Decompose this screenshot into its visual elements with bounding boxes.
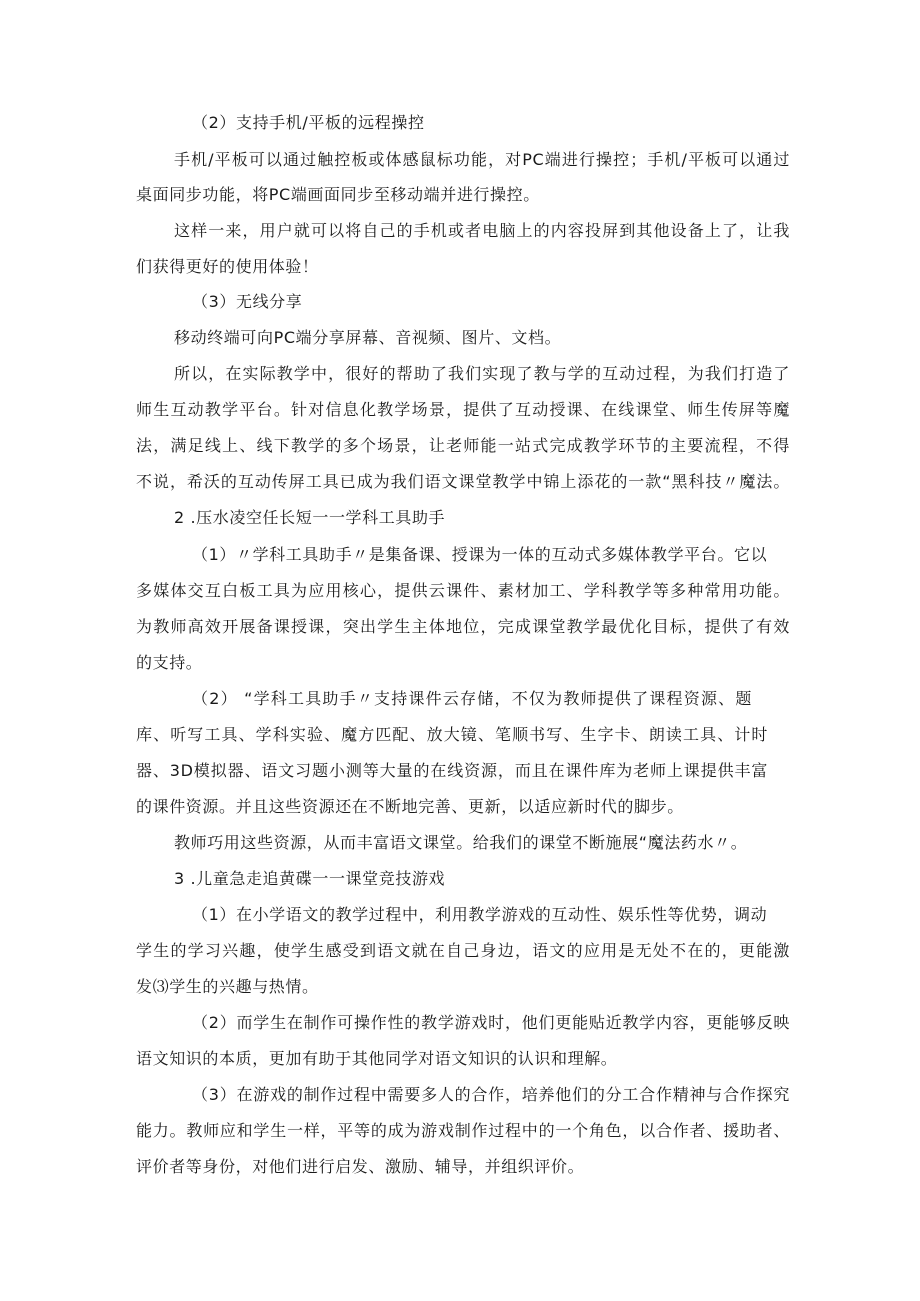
paragraph-line: 能力。教师应和学生一样，平等的成为游戏制作过程中的一个角色，以合作者、援助者、: [136, 1121, 790, 1140]
paragraph-line: 器、3D模拟器、语文习题小测等大量的在线资源，而且在课件库为老师上课提供丰富: [136, 761, 768, 780]
paragraph-line: （2） “学科工具助手〃支持课件云存储，不仅为教师提供了课程资源、题: [192, 689, 752, 708]
paragraph-line: （1）在小学语文的教学过程中，利用教学游戏的互动性、娱乐性等优势，调动: [192, 905, 768, 924]
paragraph-line: （1）〃学科工具助手〃是集备课、授课为一体的互动式多媒体教学平台。它以: [192, 545, 768, 564]
paragraph-line: 师生互动教学平台。针对信息化教学场景，提供了互动授课、在线课堂、师生传屏等魔: [136, 400, 790, 419]
paragraph-line: 这样一来，用户就可以将自己的手机或者电脑上的内容投屏到其他设备上了，让我: [174, 221, 790, 240]
section-heading-2: 2 .压水凌空任长短一一学科工具助手: [174, 508, 446, 527]
paragraph-line: 评价者等身份，对他们进行启发、激励、辅导，并组织评价。: [136, 1157, 585, 1176]
paragraph-line: 不说，希沃的互动传屏工具已成为我们语文课堂教学中锦上添花的一款“黑科技〃魔法。: [136, 472, 790, 491]
paragraph-line: 所以，在实际教学中，很好的帮助了我们实现了教与学的互动过程，为我们打造了: [174, 364, 790, 383]
paragraph-line: 多媒体交互白板工具为应用核心，提供云课件、素材加工、学科教学等多种常用功能。: [136, 581, 790, 600]
paragraph-line: 学生的学习兴趣，使学生感受到语文就在自己身边，语文的应用是无处不在的，更能激: [136, 941, 790, 960]
paragraph-line: 教师巧用这些资源，从而丰富语文课堂。给我们的课堂不断施展“魔法药水〃。: [174, 833, 748, 852]
section-heading-3: 3 .儿童急走追黄碟一一课堂竞技游戏: [174, 869, 446, 888]
paragraph-line: 语文知识的本质，更加有助于其他同学对语文知识的认识和理解。: [136, 1049, 618, 1068]
paragraph-line: 的支持。: [136, 653, 203, 672]
paragraph-line: （2）而学生在制作可操作性的教学游戏时，他们更能贴近教学内容，更能够反映: [192, 1013, 790, 1032]
paragraph-line: 移动终端可向PC端分享屏幕、音视频、图片、文档。: [174, 328, 562, 347]
subheading-wireless-share: （3）无线分享: [192, 292, 303, 311]
paragraph-line: 的课件资源。并且这些资源还在不断地完善、更新，以适应新时代的脚步。: [136, 797, 684, 816]
paragraph-line: 法，满足线上、线下教学的多个场景，让老师能一站式完成教学环节的主要流程，不得: [136, 436, 790, 455]
subheading-remote-control: （2）支持手机/平板的远程操控: [192, 113, 425, 132]
paragraph-line: 桌面同步功能，将PC端画面同步至移动端并进行操控。: [136, 185, 540, 204]
paragraph-line: 手机/平板可以通过触控板或体感鼠标功能，对PC端进行操控；手机/平板可以通过: [174, 150, 790, 169]
paragraph-line: 发⑶学生的兴趣与热情。: [136, 977, 319, 996]
paragraph-line: 库、听写工具、学科实验、魔方匹配、放大镜、笔顺书写、生字卡、朗读工具、计时: [136, 725, 768, 744]
paragraph-line: 为教师高效开展备课授课，突出学生主体地位，完成课堂教学最优化目标，提供了有效: [136, 617, 790, 636]
paragraph-line: 们获得更好的使用体验！: [136, 257, 319, 276]
paragraph-line: （3）在游戏的制作过程中需要多人的合作，培养他们的分工合作精神与合作探究: [192, 1085, 790, 1104]
